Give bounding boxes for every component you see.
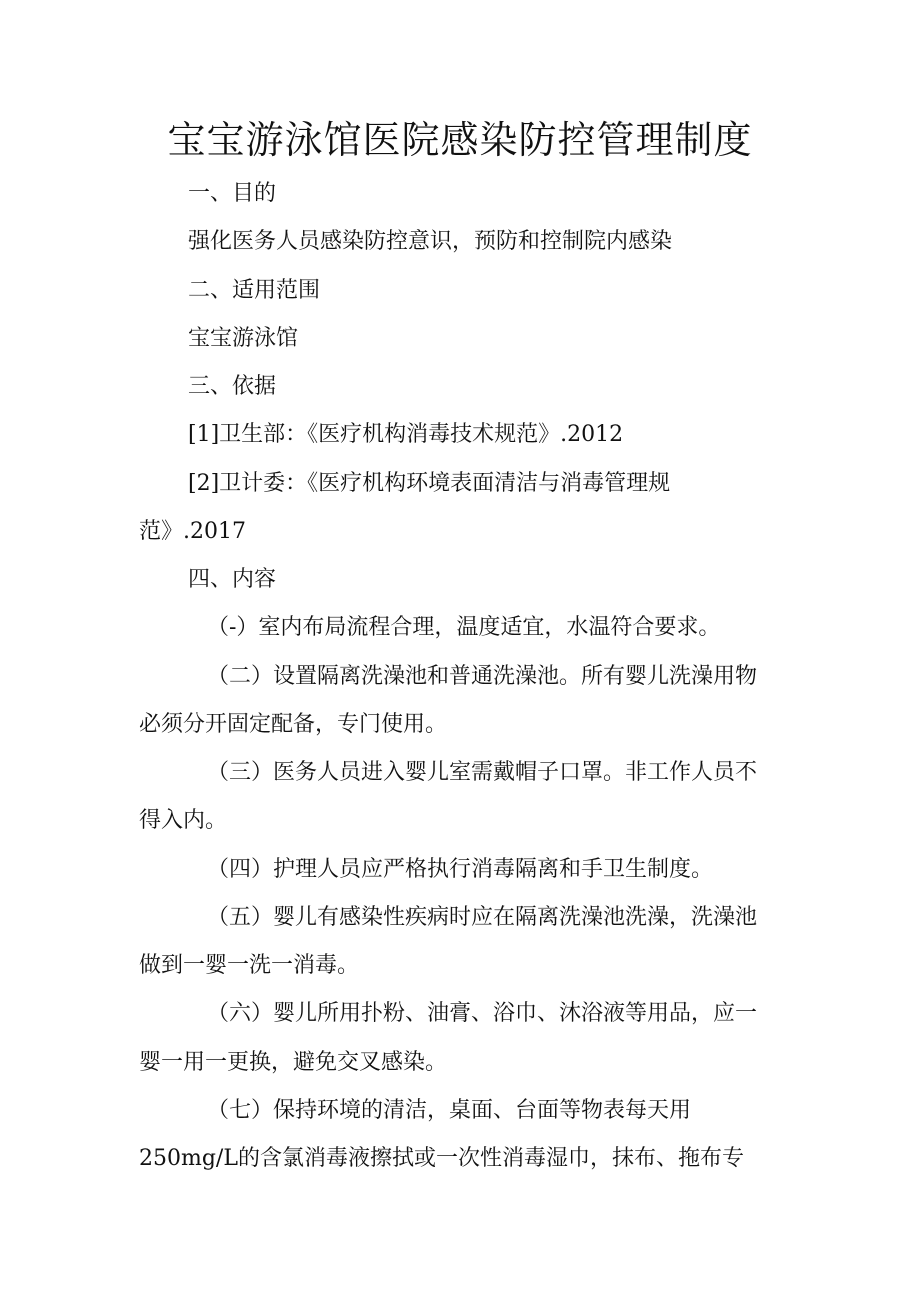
content-item-5-line-2: 做到一婴一洗一消毒。 bbox=[139, 953, 360, 978]
paragraph-purpose: 强化医务人员感染防控意识，预防和控制院内感染 bbox=[188, 229, 673, 254]
section-heading-content: 四、内容 bbox=[188, 567, 277, 592]
document-title: 宝宝游泳馆医院感染防控管理制度 bbox=[167, 118, 753, 162]
reference-2-line-2: 范》.2017 bbox=[139, 519, 246, 544]
content-item-1: （-）室内布局流程合理，温度适宜，水温符合要求。 bbox=[207, 615, 721, 640]
content-item-3-line-1: （三）医务人员进入婴儿室需戴帽子口罩。非工作人员不 bbox=[207, 760, 758, 785]
content-item-5-line-1: （五）婴儿有感染性疾病时应在隔离洗澡池洗澡，洗澡池 bbox=[207, 905, 758, 930]
section-heading-basis: 三、依据 bbox=[188, 374, 277, 399]
content-item-4: （四）护理人员应严格执行消毒隔离和手卫生制度。 bbox=[207, 857, 714, 882]
reference-2-line-1: [2]卫计委：《医疗机构环境表面清洁与消毒管理规 bbox=[188, 471, 671, 496]
content-item-7-line-1: （七）保持环境的清洁，桌面、台面等物表每天用 bbox=[207, 1098, 692, 1123]
content-item-2-line-2: 必须分开固定配备，专门使用。 bbox=[139, 712, 448, 737]
paragraph-scope: 宝宝游泳馆 bbox=[188, 326, 299, 351]
reference-1: [1]卫生部：《医疗机构消毒技术规范》.2012 bbox=[188, 422, 624, 447]
content-item-7-line-2: 250mg/L的含氯消毒液擦拭或一次性消毒湿巾，抹布、拖布专 bbox=[139, 1146, 744, 1171]
section-heading-purpose: 一、目的 bbox=[188, 181, 277, 206]
section-heading-scope: 二、适用范围 bbox=[188, 278, 321, 303]
content-item-3-line-2: 得入内。 bbox=[139, 808, 228, 833]
content-item-6-line-1: （六）婴儿所用扑粉、油膏、浴巾、沐浴液等用品，应一 bbox=[207, 1001, 758, 1026]
content-item-6-line-2: 婴一用一更换，避免交叉感染。 bbox=[139, 1050, 448, 1075]
content-item-2-line-1: （二）设置隔离洗澡池和普通洗澡池。所有婴儿洗澡用物 bbox=[207, 664, 758, 689]
